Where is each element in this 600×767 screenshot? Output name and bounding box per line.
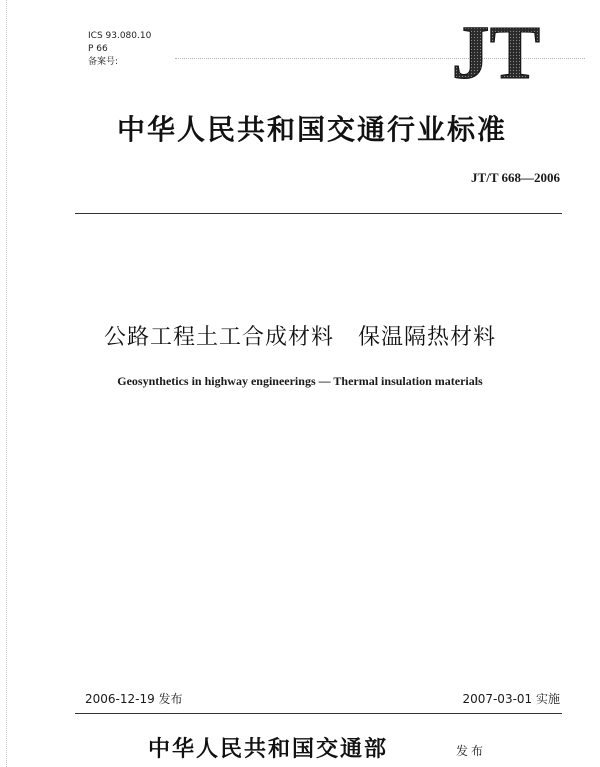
implementation-date: 2007-03-01 实施 <box>462 692 560 706</box>
jt-logo <box>437 18 555 84</box>
filing-number: 备案号: <box>88 57 119 67</box>
jt-logo-text: JT <box>451 18 541 84</box>
issue-date: 2006-12-19 发布 <box>85 692 183 706</box>
issuer-name: 中华人民共和国交通部 <box>148 736 389 762</box>
ics-code: ICS 93.080.10 <box>88 31 152 41</box>
classification-block <box>88 30 151 69</box>
publish-label: 发布 <box>456 744 487 758</box>
issuing-agency-title: 中华人民共和国交通行业标准 <box>116 113 507 146</box>
top-rule <box>75 213 562 214</box>
ccs-code: P 66 <box>88 44 108 54</box>
bottom-rule <box>75 713 562 714</box>
standard-number: JT/T 668—2006 <box>471 170 560 185</box>
title-english: Geosynthetics in highway engineerings — Thermal insulation materials <box>117 374 483 388</box>
title-chinese: 公路工程土工合成材料 保温隔热材料 <box>104 325 496 350</box>
